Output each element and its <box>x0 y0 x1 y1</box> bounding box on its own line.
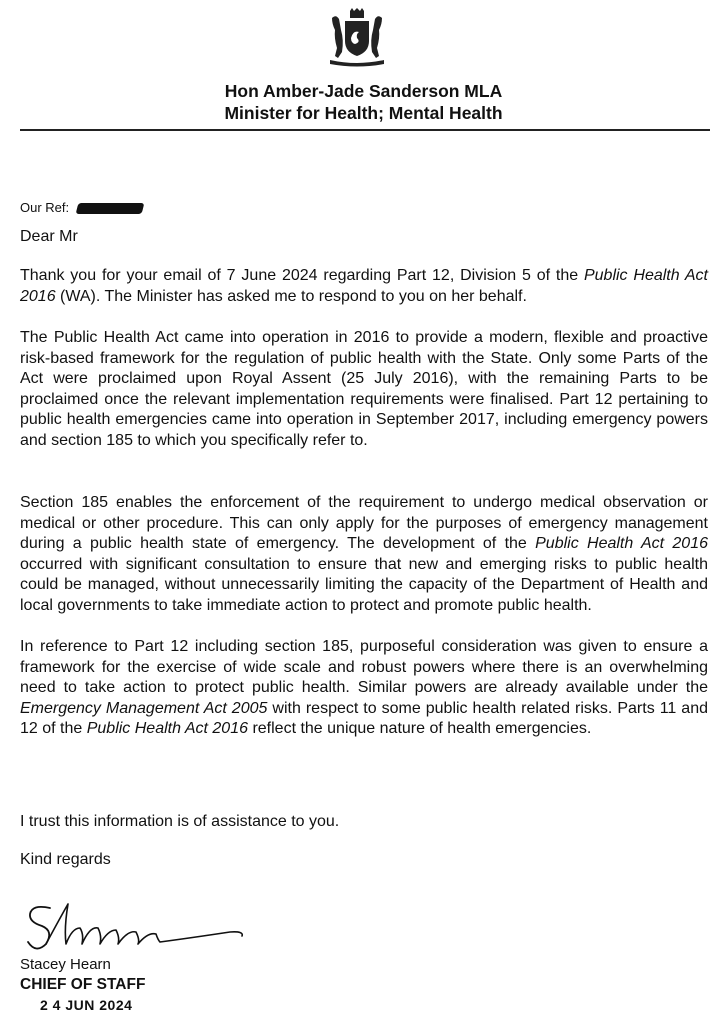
paragraph-4 <box>20 637 708 740</box>
coat-of-arms-icon <box>326 8 388 68</box>
paragraph-4-text-end: reflect the unique nature of health emergencies. <box>248 720 592 737</box>
date-stamp: 2 4 JUN 2024 <box>40 997 133 1013</box>
paragraph-3-text-end: occurred with significant consultation to ensure that new and emerging risks to public health could be managed, without unnecessarily limiting the capacity of the Department of Health and local governments to take immediate action to protect and promote public health. <box>20 555 708 614</box>
salutation: Dear Mr <box>20 228 78 245</box>
act-title-italic: Public Health Act 2016 <box>20 267 709 305</box>
reference-line <box>20 200 143 215</box>
act-title-italic: Public Health Act 2016 <box>535 535 709 552</box>
paragraph-1 <box>20 266 708 307</box>
paragraph-2: The Public Health Act came into operation in 2016 to provide a modern, flexible and proactive risk-based framework for the regulation of public health with the State. Only some Parts of the Act were proclaimed upon Royal Assent (25 July 2016), with the remaining Parts to be proclaimed once the relevant implementation requirements were finalised. Part 12 pertaining to public health emergencies came into operation in September 2017, including emergency powers and section 185 to which you specifically refer to. <box>20 329 708 449</box>
header-divider <box>20 129 710 131</box>
paragraph-1-text: Thank you for your email of 7 June 2024 regarding Part 12, Division 5 of the <box>20 267 584 284</box>
letter-body <box>20 266 708 740</box>
act-title-italic: Emergency Management Act 2005 <box>20 699 268 717</box>
paragraph-4-text: In reference to Part 12 including section 185, purposeful consideration was given to ensure a framework for the exercise of wide scale and robust powers where there is an overwhelming need to take action to protect public health. Similar powers are already available under the <box>20 638 708 696</box>
paragraph-3 <box>20 493 708 616</box>
minister-title: Minister for Health; Mental Health <box>224 103 503 123</box>
act-title-italic: Public Health Act 2016 <box>86 720 248 737</box>
signatory-title: CHIEF OF STAFF <box>20 976 146 993</box>
minister-name: Hon Amber-Jade Sanderson MLA <box>224 81 503 101</box>
closing-line: I trust this information is of assistance to you. <box>20 813 340 830</box>
reference-label: Our Ref: <box>20 200 70 215</box>
paragraph-4-text-mid: with respect to some public health related risks. Parts 11 and 12 of the <box>20 699 708 737</box>
paragraph-3-text: Section 185 enables the enforcement of the requirement to undergo medical observation or medical or other procedure. This can only apply for the purposes of emergency management during a public health state of emergency. The development of the <box>20 494 708 552</box>
signatory-name: Stacey Hearn <box>20 956 111 973</box>
redacted-reference <box>76 203 145 214</box>
paragraph-1-text-end: (WA). The Minister has asked me to respond to you on her behalf. <box>55 287 527 305</box>
sign-off: Kind regards <box>20 851 111 868</box>
handwritten-signature-icon <box>20 898 250 958</box>
letterhead <box>0 80 727 124</box>
